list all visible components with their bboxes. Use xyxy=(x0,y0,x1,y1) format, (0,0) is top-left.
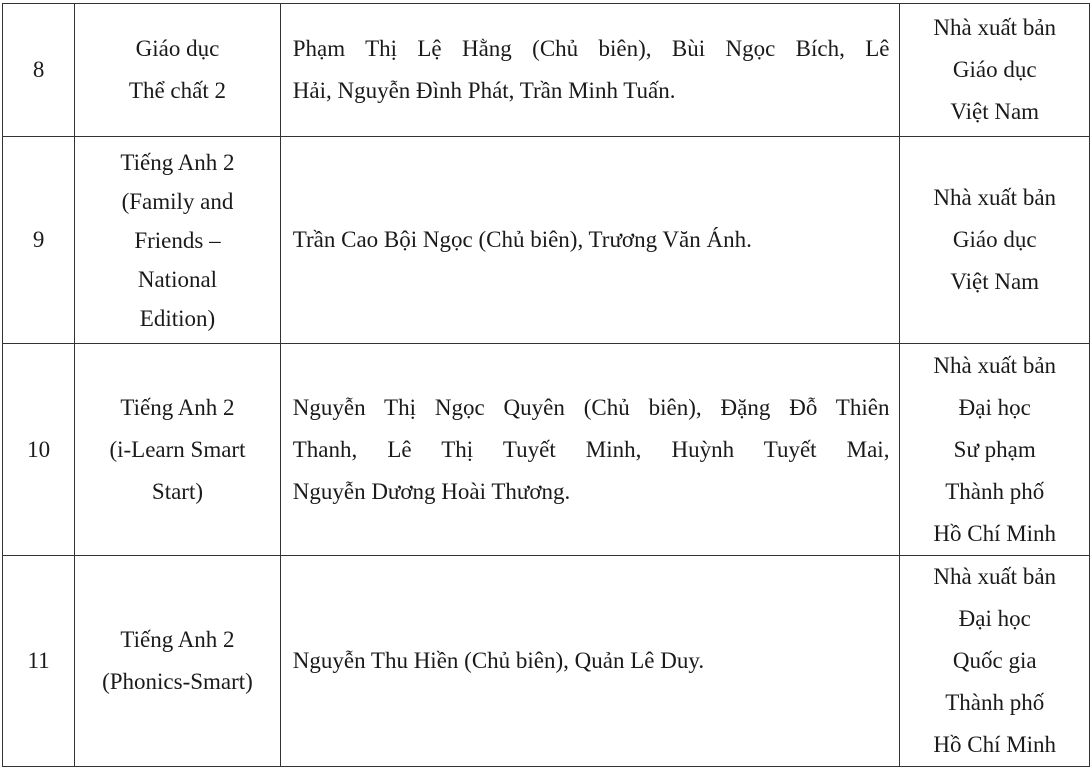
publisher-line: Thành phố xyxy=(945,478,1045,504)
authors-line: Nguyễn Thị Ngọc Quyên (Chủ biên), Đặng Đỗ Thiên xyxy=(292,394,890,420)
authors xyxy=(280,344,900,556)
table-row xyxy=(3,344,1090,556)
row-number xyxy=(3,344,75,556)
textbook-name-line: Tiếng Anh 2 xyxy=(120,627,235,652)
authors xyxy=(280,137,900,344)
publisher xyxy=(900,556,1090,767)
authors-line: Hải, Nguyễn Đình Phát, Trần Minh Tuấn. xyxy=(292,78,676,103)
publisher-line: Giáo dục xyxy=(952,227,1037,252)
authors xyxy=(280,4,900,137)
row-number xyxy=(3,4,75,137)
row-number xyxy=(3,137,75,344)
textbook-name xyxy=(75,344,281,556)
authors-line: Trần Cao Bội Ngọc (Chủ biên), Trương Văn Ánh. xyxy=(292,227,752,252)
publisher-line: Nhà xuất bản xyxy=(933,352,1057,378)
publisher-line: Nhà xuất bản xyxy=(933,15,1057,40)
textbook-name-line: Friends – xyxy=(134,227,221,253)
publisher-line: Hồ Chí Minh xyxy=(933,732,1057,757)
row-number-text: 10 xyxy=(27,436,51,462)
table-row xyxy=(3,4,1090,137)
publisher-line: Giáo dục xyxy=(952,57,1037,82)
textbook-name-line: Thể chất 2 xyxy=(128,78,226,103)
textbook-name xyxy=(75,4,281,137)
authors xyxy=(280,556,900,767)
publisher-line: Đại học xyxy=(958,394,1031,420)
authors-line: Phạm Thị Lệ Hằng (Chủ biên), Bùi Ngọc Bích, Lê xyxy=(292,36,890,61)
textbook-name-line: Tiếng Anh 2 xyxy=(120,394,235,420)
textbook-name xyxy=(75,137,281,344)
publisher-line: Hồ Chí Minh xyxy=(933,520,1057,546)
row-number-text: 11 xyxy=(27,648,50,673)
publisher-line: Nhà xuất bản xyxy=(933,185,1057,210)
row-number-text: 9 xyxy=(32,227,45,252)
textbook-name-line: National xyxy=(137,266,218,292)
publisher-line: Đại học xyxy=(958,606,1031,631)
row-number xyxy=(3,556,75,767)
authors-line: Nguyễn Thu Hiền (Chủ biên), Quản Lê Duy. xyxy=(292,648,705,673)
textbook-name-line: Tiếng Anh 2 xyxy=(120,149,235,175)
publisher xyxy=(900,137,1090,344)
publisher-line: Nhà xuất bản xyxy=(933,564,1057,589)
publisher-line: Việt Nam xyxy=(950,269,1040,294)
textbook-name-line: (Family and xyxy=(121,188,234,214)
textbook-name-line: Edition) xyxy=(139,305,216,331)
publisher-line: Sư phạm xyxy=(953,436,1036,462)
row-number-text: 8 xyxy=(32,57,45,82)
authors-line: Thanh, Lê Thị Tuyết Minh, Huỳnh Tuyết Mai, xyxy=(292,436,890,462)
textbook-name-line: (i-Learn Smart xyxy=(109,436,246,462)
authors-line: Nguyễn Dương Hoài Thương. xyxy=(292,478,571,504)
textbook-name-line: Giáo dục xyxy=(135,36,220,61)
publisher-line: Quốc gia xyxy=(952,648,1037,673)
textbook-name-line: Start) xyxy=(151,478,204,504)
publisher xyxy=(900,4,1090,137)
table-row xyxy=(3,556,1090,767)
publisher-line: Thành phố xyxy=(945,690,1045,715)
textbook-name xyxy=(75,556,281,767)
textbook-list-table xyxy=(2,3,1090,767)
publisher xyxy=(900,344,1090,556)
textbook-name-line: (Phonics-Smart) xyxy=(102,669,253,694)
table-row xyxy=(3,137,1090,344)
publisher-line: Việt Nam xyxy=(950,99,1040,124)
